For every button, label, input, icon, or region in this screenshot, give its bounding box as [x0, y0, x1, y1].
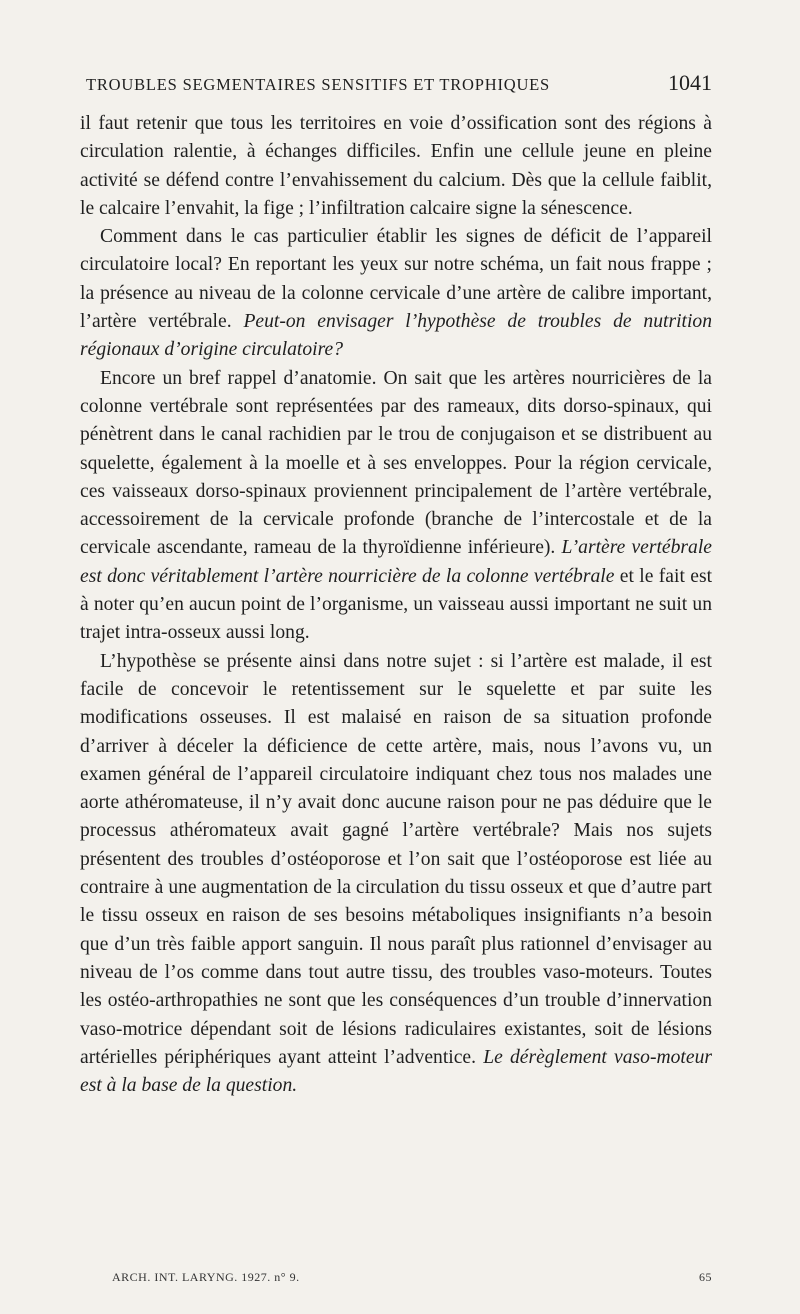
italic-emphasis: Peut-on envisager l’hypothèse de troubles de nutrition régionaux d’origine circulatoire? — [80, 311, 712, 361]
italic-emphasis: L’artère vertébrale est donc véritablement l’artère nourricière de la colonne vertébrale — [80, 537, 712, 587]
paragraph — [80, 223, 712, 364]
paragraph-text: et le fait est à noter qu’en aucun point de l’organisme, un vaisseau aussi important ne suit un trajet intra-osseux aussi long. — [80, 565, 713, 644]
body-text — [80, 110, 712, 1100]
page — [80, 70, 712, 1100]
paragraph-text: Encore un bref rappel d’anatomie. On sait que les artères nourricières de la colonne vertébrale sont représentées par des rameaux, dits dorso-spinaux, qui pénètrent dans le canal rachidien par le trou de conjugaison et se distribuent au squelette, également à la moelle et à ses enveloppes. Pour la région cervicale, ces vaisseaux dorso-spinaux proviennent principalement de l’artère vertébrale, accessoirement de la cervicale profonde (branche de l’intercostale et de la cervicale ascendante, rameau de la thyroïdienne inférieure). — [80, 367, 712, 559]
footer — [112, 1270, 712, 1285]
signature-mark: 65 — [699, 1270, 712, 1284]
page-number: 1041 — [668, 70, 712, 95]
paragraph-text: L’hypothèse se présente ainsi dans notre sujet : si l’artère est malade, il est facile de concevoir le retentissement sur le squelette et par suite les modifications osseuses. Il est malaisé en raison de sa situation profonde d’arriver à déceler la déficience de cette artère, mais, nous l’avons vu, un examen général de l’appareil circulatoire indiquant chez tous nos malades une aorte athéromateuse, il n’y avait donc aucune raison pour ne pas déduire que le processus athéromateux avait gagné l’artère vertébrale? Mais nos sujets présentent des troubles d’ostéoporose et l’on sait que l’ostéoporose est liée au contraire à une augmentation de la circulation du tissu osseux et que d’autre part le tissu osseux en raison de ses besoins métaboliques insignifiants n’a besoin que d’un très faible apport sanguin. Il nous paraît plus rationnel d’envisager au niveau de l’os comme dans tout autre tissu, des troubles vaso-moteurs. Toutes les ostéo-arthropathies ne sont que les conséquences d’un trouble d’innervation vaso-motrice dépendant soit de lésions radiculaires existantes, soit de lésions artérielles périphériques ayant atteint l’adventice. — [80, 650, 712, 1068]
running-head — [80, 70, 712, 96]
paragraph — [80, 648, 712, 1101]
journal-citation: ARCH. INT. LARYNG. 1927. n° 9. — [112, 1270, 300, 1284]
paragraph — [80, 110, 712, 223]
paragraph-text: Comment dans le cas particulier établir les signes de déficit de l’appareil circulatoire local? En reportant les yeux sur notre schéma, un fait nous frappe ; la présence au niveau de la colonne cervicale d’une artère de calibre important, l’artère vertébrale. — [80, 226, 712, 333]
running-title: TROUBLES SEGMENTAIRES SENSITIFS ET TROPHIQUES — [86, 75, 551, 94]
italic-emphasis: Le dérèglement vaso-moteur est à la base de la question. — [80, 1046, 712, 1097]
paragraph — [80, 365, 712, 648]
paragraph-text: il faut retenir que tous les territoires en voie d’ossification sont des régions à circulation ralentie, à échanges difficiles. Enfin une cellule jeune en pleine activité se défend contre l’envahissement du calcium. Dès que la cellule faiblit, le calcaire l’envahit, la fige ; l’infiltration calcaire signe la sénescence. — [80, 113, 712, 219]
